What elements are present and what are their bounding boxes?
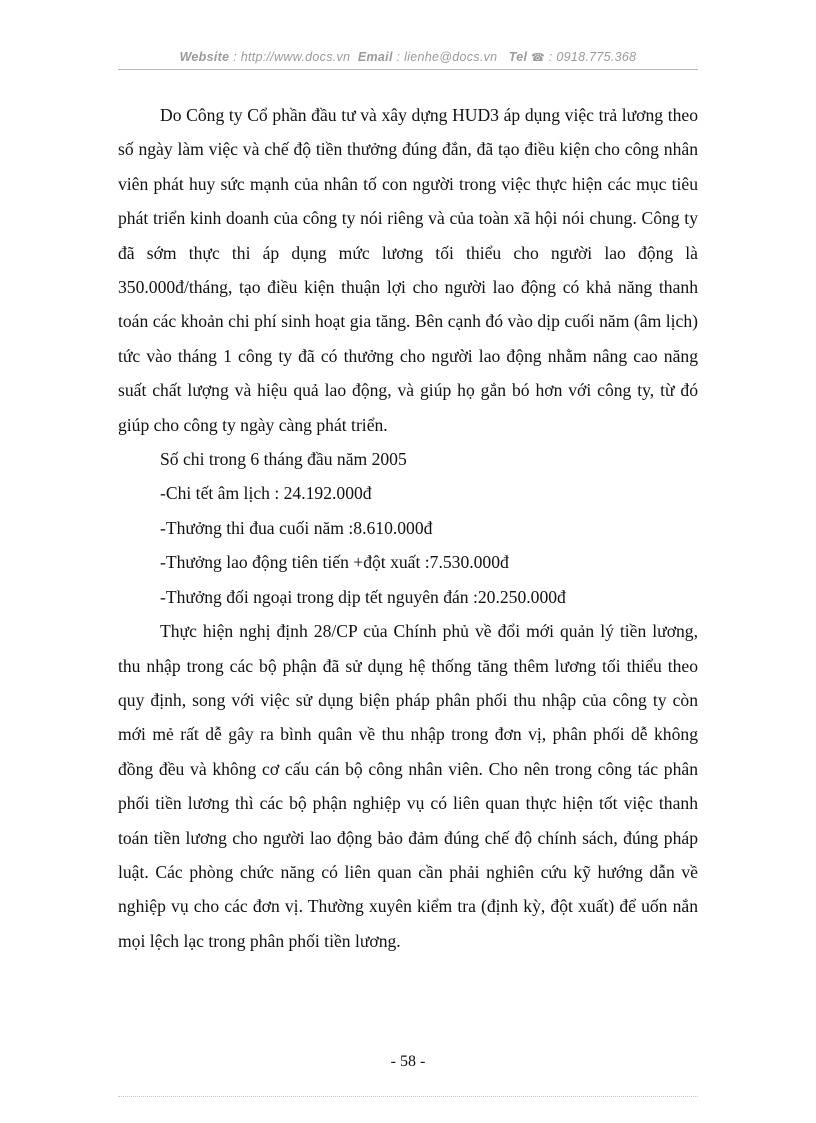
expense-heading: Số chi trong 6 tháng đầu năm 2005 <box>160 449 407 470</box>
website-url: http://www.docs.vn <box>240 50 351 64</box>
header-divider <box>118 69 698 70</box>
website-separator: : <box>229 50 241 64</box>
paragraph-1: Do Công ty Cổ phần đầu tư và xây dựng HUD3 áp dụng việc trả lương theo số ngày làm việc và chế độ tiền thưởng đúng đắn, đã tạo điều kiện cho công nhân viên phát huy sức mạnh của nhân tố con người trong việc thực hiện các mục tiêu phát triển kinh doanh của công ty nói riêng và của toàn xã hội nói chung. Công ty đã sớm thực thi áp dụng mức lương tối thiểu cho người lao động là 350.000đ/tháng, tạo điều kiện thuận lợi cho người lao động có khả năng thanh toán các khoản chi phí sinh hoạt gia tăng. Bên cạnh đó vào dịp cuối năm (âm lịch) tức vào tháng 1 công ty đã có thưởng cho người lao động nhằm nâng cao năng suất chất lượng và hiệu quả lao động, và giúp họ gắn bó hơn với công ty, từ đó giúp cho công ty ngày càng phát triển. <box>118 105 698 435</box>
tel-label: Tel <box>508 50 528 64</box>
paragraph-2: Thực hiện nghị định 28/CP của Chính phủ về đổi mới quản lý tiền lương, thu nhập trong các bộ phận đã sử dụng hệ thống tăng thêm lương tối thiểu theo quy định, song với việc sử dụng biện pháp phân phối thu nhập của công ty còn mới mẻ rất dễ gây ra bình quân về thu nhập trong đơn vị, phân phối dễ không đồng đều và không cơ cấu cán bộ công nhân viên. Cho nên trong công tác phân phối tiền lương thì các bộ phận nghiệp vụ có liên quan thực hiện tốt việc thanh toán tiền lương cho người lao động bảo đảm đúng chế độ chính sách, đúng pháp luật. Các phòng chức năng có liên quan cần phải nghiên cứu kỹ hướng dẫn về nghiệp vụ cho các đơn vị. Thường xuyên kiểm tra (định kỳ, đột xuất) để uốn nắn mọi lệch lạc trong phân phối tiền lương. <box>118 621 698 951</box>
email-value: lienhe@docs.vn <box>404 50 498 64</box>
expense-item-2: -Thưởng thi đua cuối năm :8.610.000đ <box>160 517 433 538</box>
footer-divider <box>118 1096 698 1097</box>
document-body <box>118 98 698 958</box>
expense-item-1: -Chi tết âm lịch : 24.192.000đ <box>160 483 372 504</box>
website-label: Website <box>179 50 230 64</box>
email-label: Email <box>357 50 393 64</box>
expense-item-3: -Thưởng lao động tiên tiến +đột xuất :7.530.000đ <box>160 552 509 573</box>
phone-icon: ☎ <box>531 52 546 64</box>
tel-value: : 0918.775.368 <box>545 50 637 64</box>
email-separator: : <box>392 50 405 64</box>
page-number: - 58 - <box>390 1053 426 1070</box>
page-header <box>118 50 698 64</box>
expense-item-4: -Thưởng đối ngoại trong dịp tết nguyên đán :20.250.000đ <box>160 586 566 607</box>
